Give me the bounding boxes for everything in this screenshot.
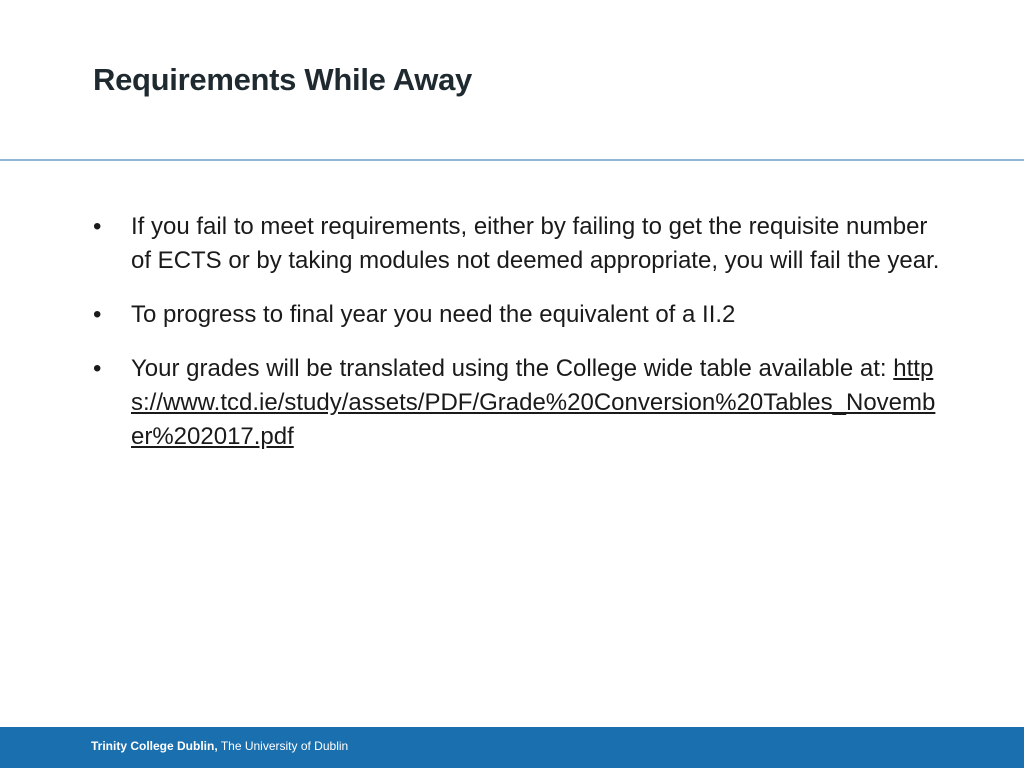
bullet-item-fail-requirements	[93, 210, 943, 278]
bullet-item-grade-translation	[93, 352, 943, 454]
bullet-text: Your grades will be translated using the College wide table available at:	[131, 355, 887, 382]
bullet-text: If you fail to meet requirements, either by failing to get the requisite number of ECTS or by taking modules not deemed appropriate, you will fail the year.	[131, 213, 940, 274]
footer-subtitle: The University of Dublin	[220, 739, 349, 753]
bullet-icon: •	[93, 301, 102, 328]
footer-bar	[0, 727, 1024, 768]
footer-institution: Trinity College Dublin,	[91, 739, 218, 753]
bullet-list	[93, 210, 943, 474]
bullet-item-progress	[93, 298, 943, 332]
footer-text	[91, 739, 348, 753]
grade-conversion-link[interactable]: https://www.tcd.ie/study/assets/PDF/Grade%20Conversion%20Tables_November%202017.pdf	[131, 355, 936, 450]
bullet-text: To progress to final year you need the equivalent of a II.2	[131, 301, 736, 328]
bullet-icon: •	[93, 355, 102, 382]
title-divider	[0, 159, 1024, 161]
slide-title: Requirements While Away	[93, 62, 472, 97]
bullet-icon: •	[93, 213, 102, 240]
